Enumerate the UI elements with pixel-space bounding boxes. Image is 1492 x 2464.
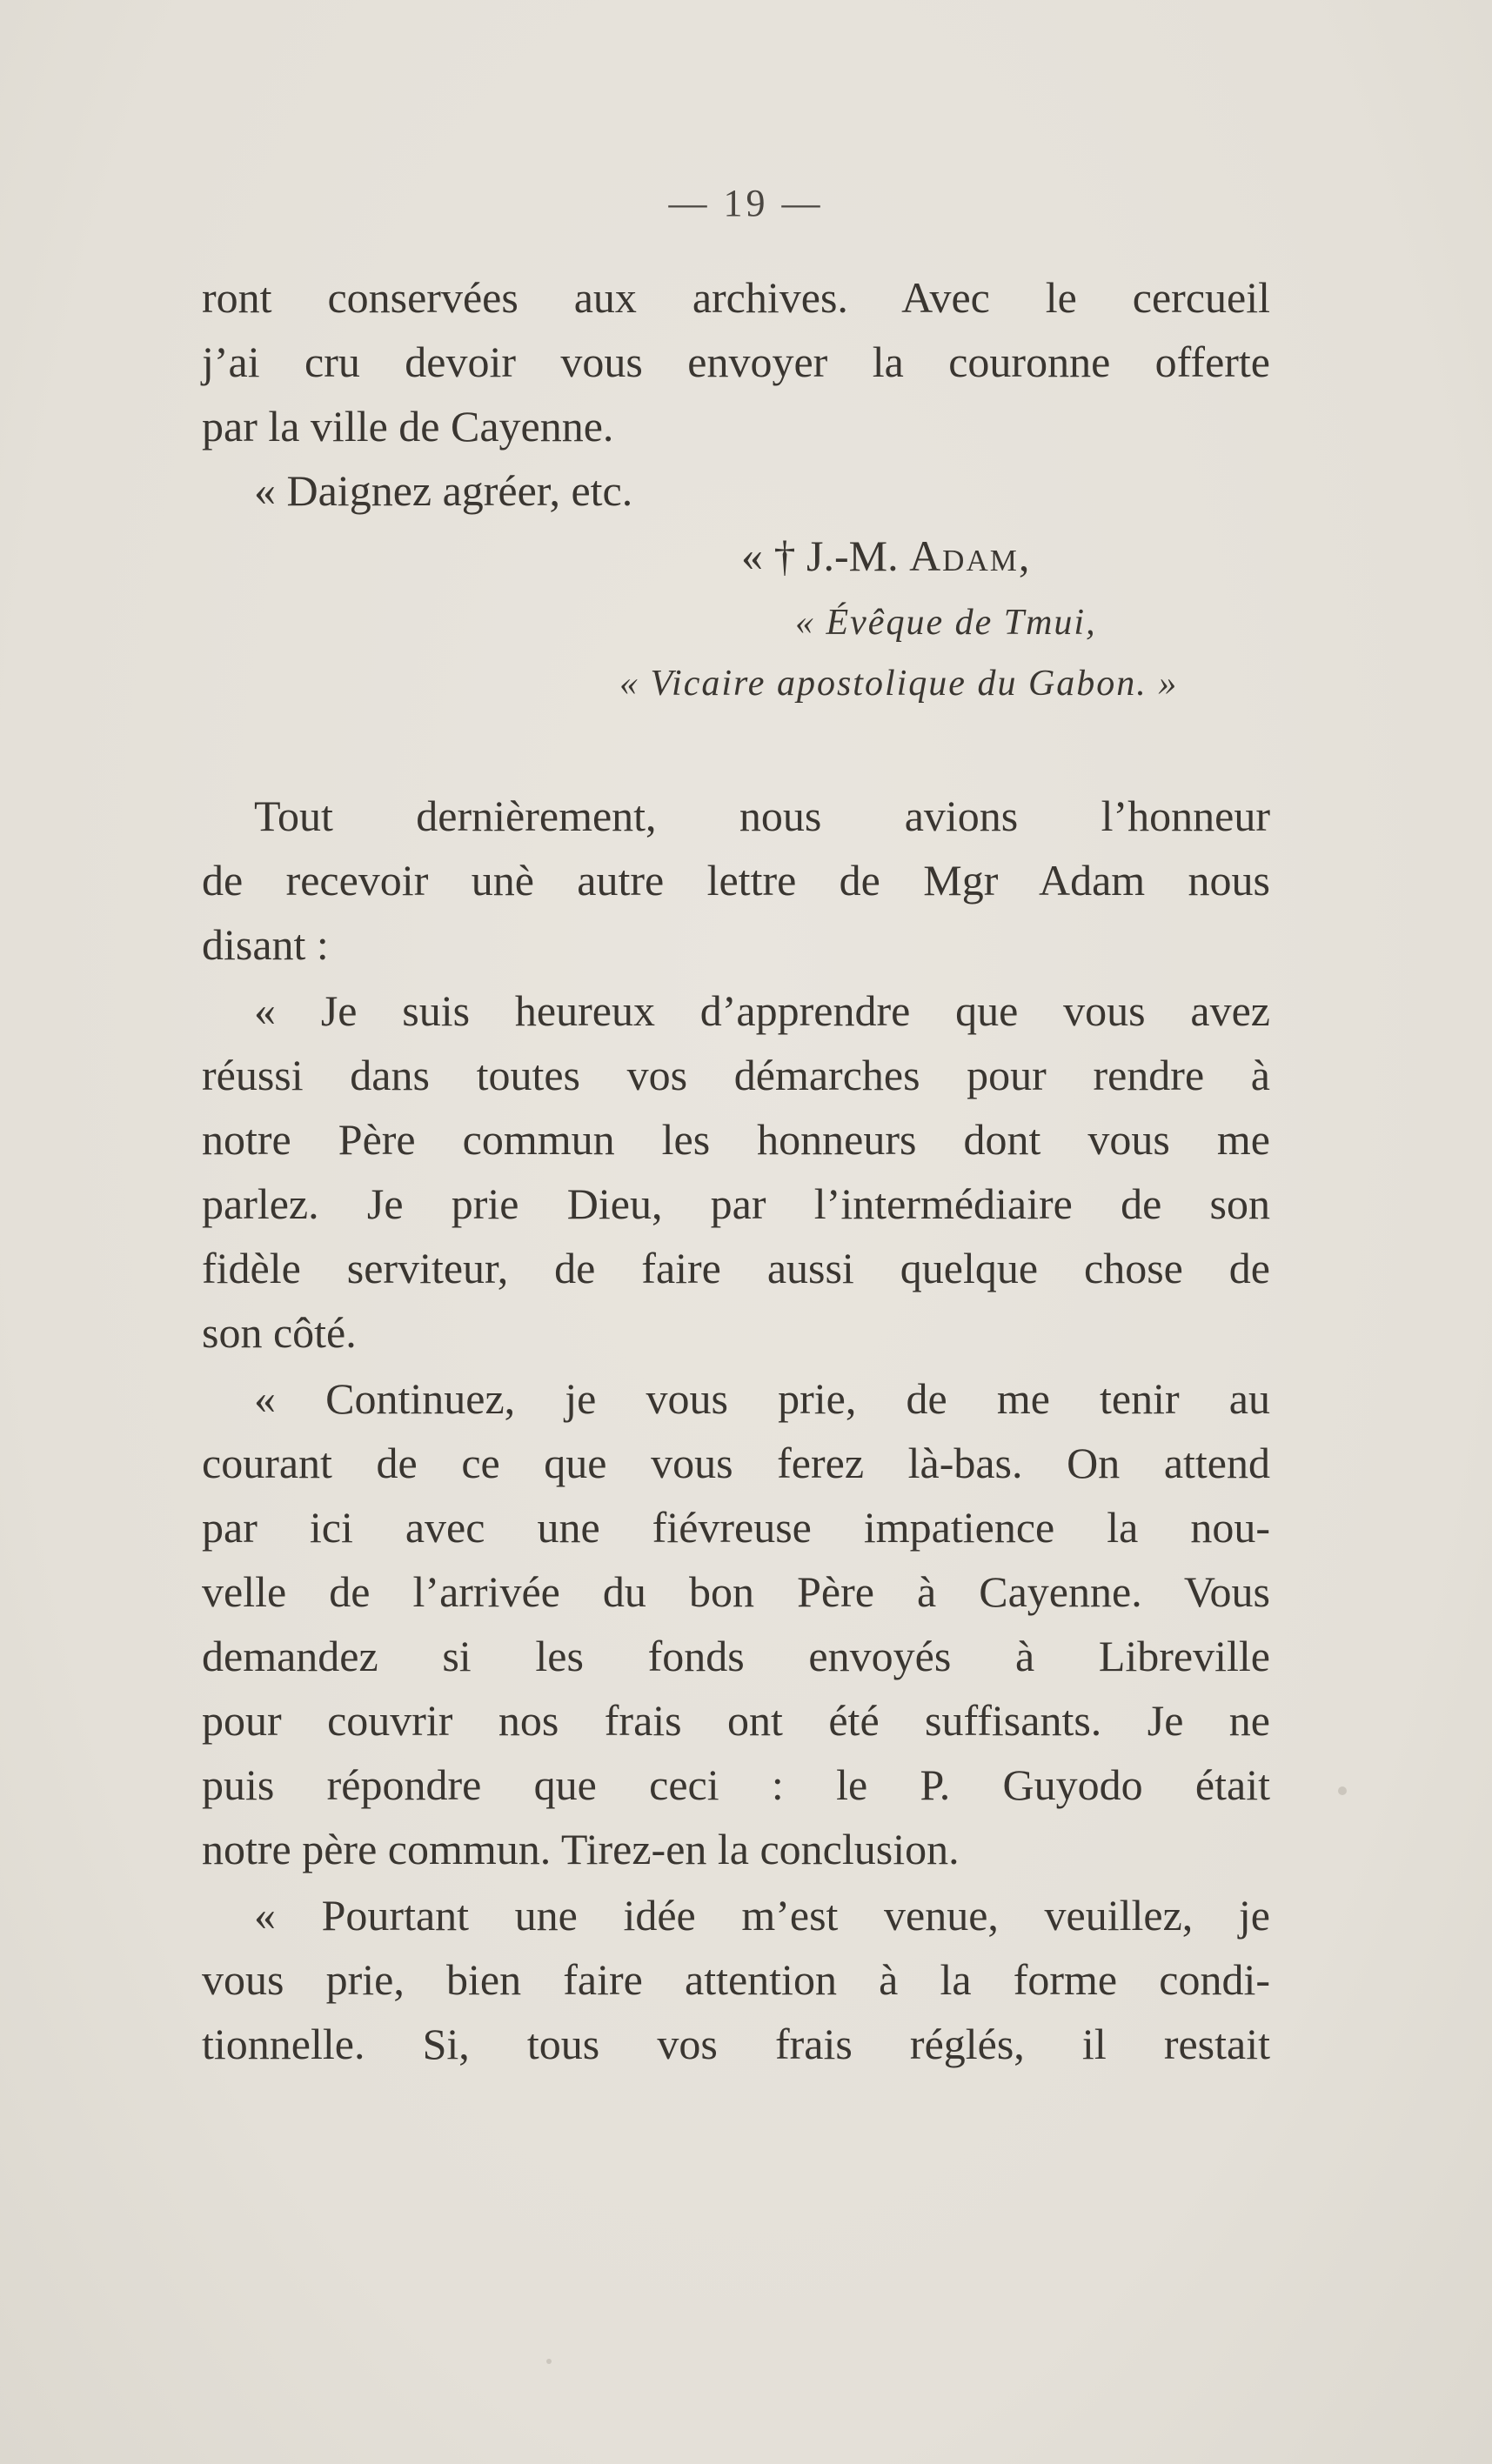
text-line: « Daignez agréer, etc. — [254, 466, 633, 515]
text-line: ront conservées aux archives. Avec le cercueil — [202, 273, 1270, 322]
text-line: disant : — [202, 920, 329, 969]
text-line: « Continuez, je vous prie, de me tenir au — [254, 1374, 1270, 1423]
signature-title: « Vicaire apostolique du Gabon. » — [619, 664, 1179, 704]
text-line: notre Père commun les honneurs dont vous me — [202, 1115, 1270, 1164]
text-line: « Je suis heureux d’apprendre que vous avez — [254, 986, 1270, 1035]
text-line: réussi dans toutes vos démarches pour rendre à — [202, 1051, 1270, 1099]
text-line: notre père commun. Tirez-en la conclusion. — [202, 1825, 960, 1873]
text-line: « Pourtant une idée m’est venue, veuillez, je — [254, 1891, 1270, 1940]
text-line: vous prie, bien faire attention à la forme condi- — [202, 1955, 1270, 2004]
paper-speck — [1338, 1786, 1347, 1795]
text-line: pour couvrir nos frais ont été suffisants. Je ne — [202, 1696, 1270, 1745]
text-line: son côté. — [202, 1308, 357, 1357]
text-line: tionnelle. Si, tous vos frais réglés, il restait — [202, 2020, 1270, 2068]
text-line: par ici avec une fiévreuse impatience la nou- — [202, 1503, 1270, 1552]
text-line: j’ai cru devoir vous envoyer la couronne offerte — [202, 337, 1270, 386]
text-line: courant de ce que vous ferez là-bas. On attend — [202, 1439, 1270, 1487]
page-number: — 19 — — [668, 182, 824, 224]
text-line: fidèle serviteur, de faire aussi quelque chose de — [202, 1244, 1270, 1292]
text-line: puis répondre que ceci : le P. Guyodo était — [202, 1760, 1270, 1809]
signature-name: « † J.-M. Adam, — [741, 531, 1032, 580]
text-line: demandez si les fonds envoyés à Libreville — [202, 1632, 1270, 1680]
text-line: Tout dernièrement, nous avions l’honneur — [254, 791, 1270, 840]
signature-title: « Évêque de Tmui, — [795, 603, 1097, 643]
text-line: velle de l’arrivée du bon Père à Cayenne. Vous — [202, 1567, 1270, 1616]
text-line: par la ville de Cayenne. — [202, 402, 614, 451]
text-line: parlez. Je prie Dieu, par l’intermédiaire de son — [202, 1179, 1270, 1228]
text-line: de recevoir unè autre lettre de Mgr Adam nous — [202, 856, 1270, 905]
paper-speck — [546, 2359, 552, 2364]
